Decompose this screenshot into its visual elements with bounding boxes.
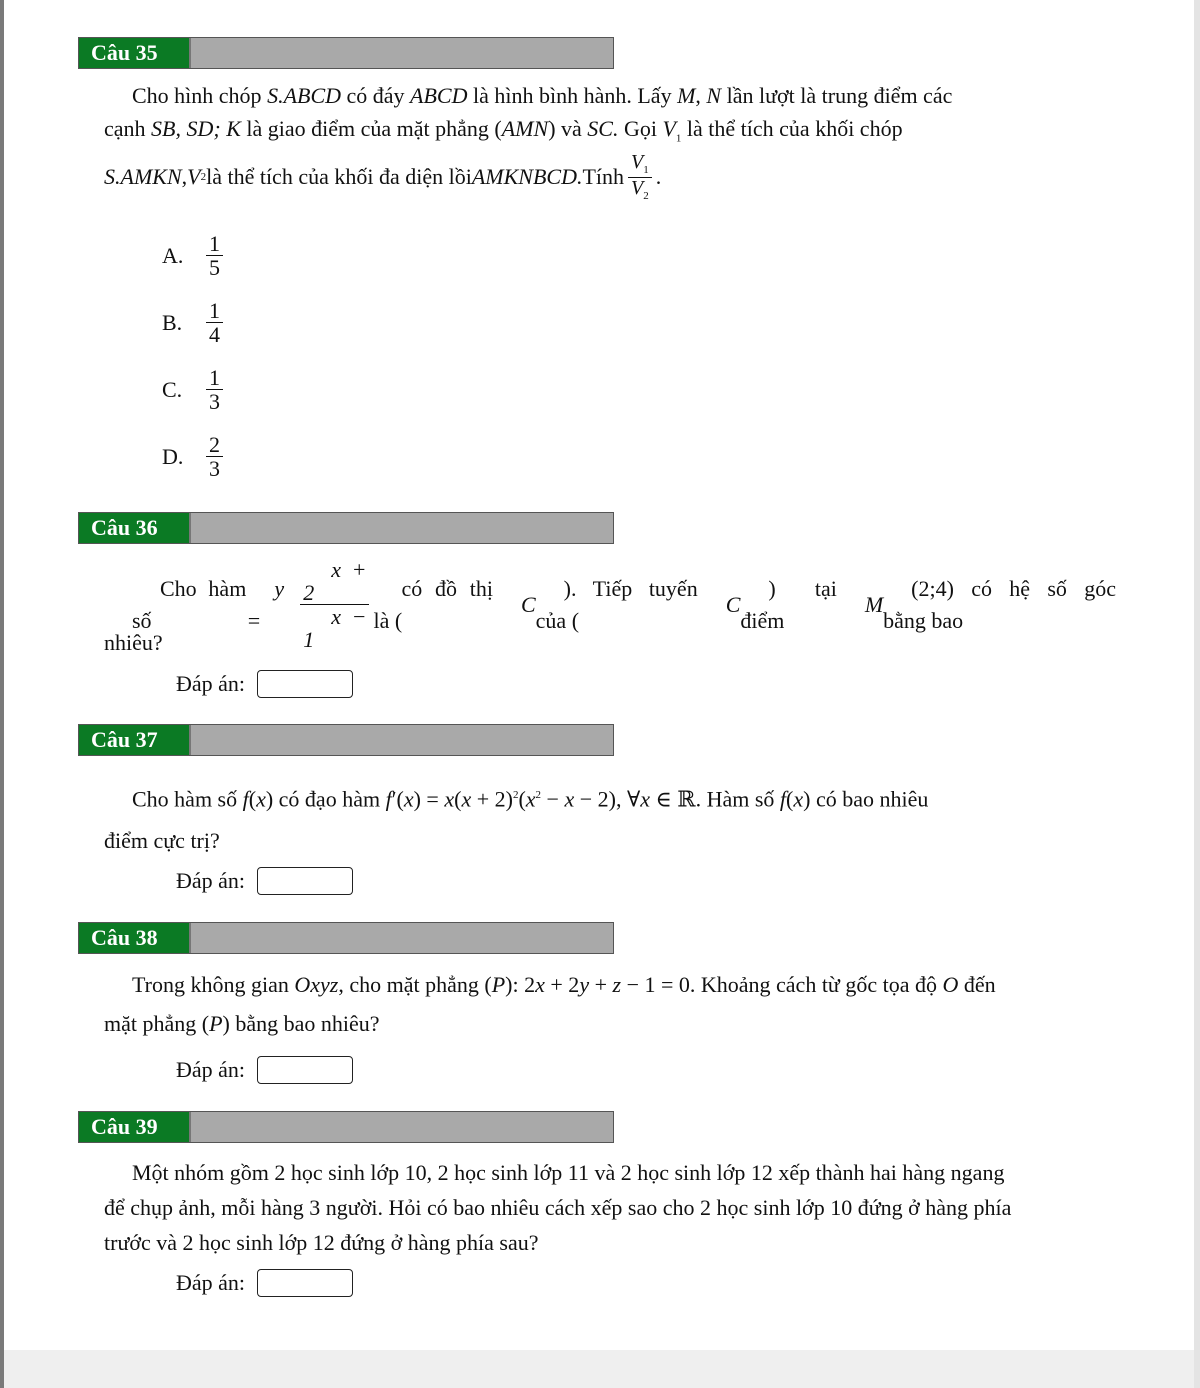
question-35-line-1: Cho hình chóp S.ABCD có đáy ABCD là hình bình hành. Lấy M, N lần lượt là trung điểm các [132,83,953,108]
option-b-value: $\frac{1}{4}$ [206,299,223,346]
question-38-line-2: mặt phẳng (P) bằng bao nhiêu? [104,1011,380,1036]
answer-label: Đáp án: [176,1270,246,1295]
question-35-header-bar [189,38,613,68]
answer-label: Đáp án: [176,671,246,696]
question-37-label: Câu 37 [79,725,189,755]
question-39-line-1: Một nhóm gồm 2 học sinh lớp 10, 2 học sinh lớp 11 và 2 học sinh lớp 12 xếp thành hai hàng ngang [132,1160,1005,1185]
question-38-header [78,922,614,954]
question-35-label: Câu 35 [79,38,189,68]
question-39-label: Câu 39 [79,1112,189,1142]
question-36-label: Câu 36 [79,513,189,543]
answer-box-37[interactable] [257,867,353,895]
option-a[interactable]: A. $\frac{1}{5}$ [162,232,227,279]
question-39-line-2: để chụp ảnh, mỗi hàng 3 người. Hỏi có bao nhiêu cách xếp sao cho 2 học sinh lớp 10 đứng ở hàng phía [104,1195,1012,1220]
answer-box-38[interactable] [257,1056,353,1084]
option-d[interactable]: D. $\frac{2}{3}$ [162,433,227,480]
page-left-edge [0,0,4,1388]
answer-box-36[interactable] [257,670,353,698]
question-36-line-2: nhiêu? [104,630,163,655]
question-38-header-bar [189,923,613,953]
question-39-line-3: trước và 2 học sinh lớp 12 đứng ở hàng phía sau? [104,1230,539,1255]
page-right-edge [1194,0,1200,1388]
answer-box-39[interactable] [257,1269,353,1297]
question-37-line-2: điểm cực trị? [104,828,220,853]
question-37-line-1: Cho hàm số f(x) có đạo hàm $f'(x) = x(x + 2)^2(x^2 - x - 2)$, ∀x ∈ ℝ. Hàm số f(x) có bao nhiêu [132,786,929,812]
question-36-line-1: Cho hàm số y = $\frac{x + 2}{x - 1}$ có đồ thị là ( C ). Tiếp tuyến của ( C ) tại điểm M (2;4) có hệ số góc bằng bao [132,557,1116,653]
option-d-value: $\frac{2}{3}$ [206,433,223,480]
option-c-value: $\frac{1}{3}$ [206,366,223,413]
answer-label: Đáp án: [176,1057,246,1082]
question-37-header [78,724,614,756]
question-36-header [78,512,614,544]
question-38-line-1: Trong không gian Oxyz, cho mặt phẳng (P): 2x + 2y + z − 1 = 0. Khoảng cách từ gốc tọa độ O đến [132,972,996,997]
question-35-header [78,37,614,69]
question-38-label: Câu 38 [79,923,189,953]
volume-ratio-fraction: $\frac{V_1}{V_2}$ [628,152,652,202]
question-38-answer [176,1056,353,1084]
question-37-header-bar [189,725,613,755]
question-36-answer [176,670,353,698]
question-37-answer [176,867,353,895]
page-bottom-margin [4,1350,1194,1388]
option-c[interactable]: C. $\frac{1}{3}$ [162,366,227,413]
answer-label: Đáp án: [176,868,246,893]
question-35-line-2: cạnh SB, SD; K là giao điểm của mặt phẳng (AMN) và SC. Gọi $V_1$ là thể tích của khối chóp [104,116,903,145]
question-36-header-bar [189,513,613,543]
question-39-header [78,1111,614,1143]
question-39-answer [176,1269,353,1297]
question-39-header-bar [189,1112,613,1142]
option-b[interactable]: B. $\frac{1}{4}$ [162,299,227,346]
function-fraction: $\frac{x + 2}{x - 1}$ [300,558,369,651]
question-35-line-3: S.AMKN , V 2 là thể tích của khối đa diện lồi AMKNBCD. Tính $\frac{V_1}{V_2}$ . [104,151,662,202]
option-a-value: $\frac{1}{5}$ [206,232,223,279]
